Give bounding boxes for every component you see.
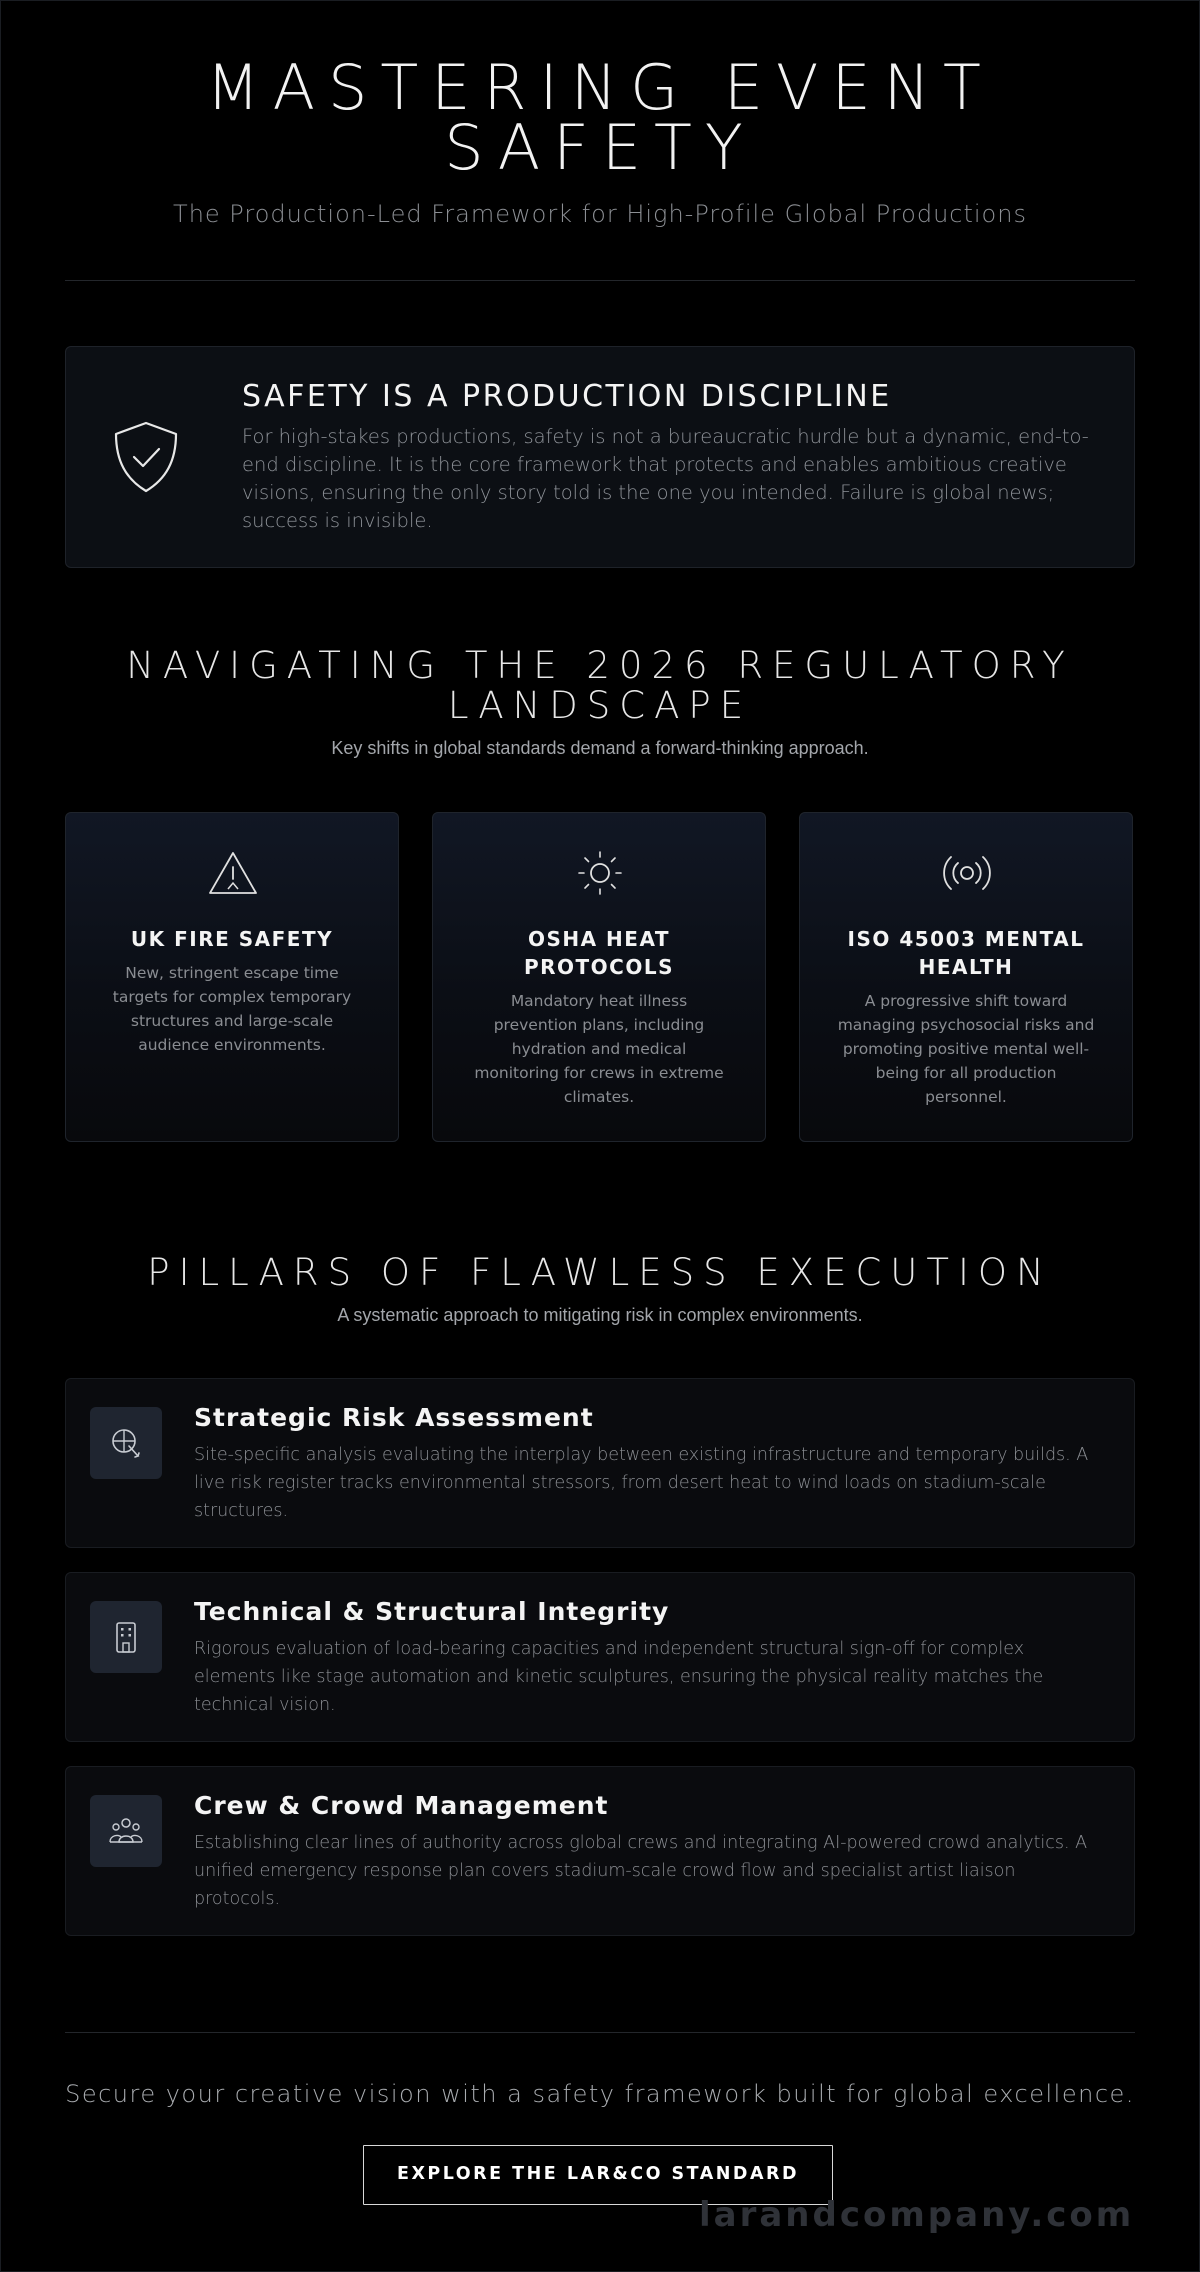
- pillar-title: Strategic Risk Assessment: [194, 1403, 594, 1432]
- pillars-title: PILLARS OF FLAWLESS EXECUTION: [147, 1251, 1053, 1294]
- hero-subtitle: The Production-Led Framework for High-Profile Global Productions: [173, 200, 1027, 228]
- pillar-title: Crew & Crowd Management: [194, 1791, 609, 1820]
- pillar-icon-box: [90, 1601, 162, 1673]
- reg-card-iso-mental-health: [799, 812, 1133, 1142]
- risk-analysis-icon: [108, 1425, 144, 1461]
- regulatory-title-line1: NAVIGATING THE 2026 REGULATORY: [126, 644, 1074, 687]
- reg-card-text: Mandatory heat illness prevention plans, including hydration and medical monitoring for crews in extreme climates.: [474, 992, 724, 1106]
- pillar-card-structural-integrity: [65, 1572, 1135, 1742]
- hero-title-line2: SAFETY: [444, 111, 756, 184]
- discipline-card: [65, 346, 1135, 568]
- cta-text: Secure your creative vision with a safety framework built for global excellence.: [65, 2080, 1135, 2108]
- pillar-title: Technical & Structural Integrity: [194, 1597, 670, 1626]
- discipline-title: SAFETY IS A PRODUCTION DISCIPLINE: [242, 379, 892, 414]
- pillar-card-risk-assessment: [65, 1378, 1135, 1548]
- building-icon: [108, 1619, 144, 1655]
- pillar-text: Establishing clear lines of authority across global crews and integrating AI-powered crowd analytics. A unified emergency response plan covers stadium-scale crowd flow and specialist artist liaison protocols.: [194, 1833, 1088, 1909]
- regulatory-subtitle: Key shifts in global standards demand a forward-thinking approach.: [331, 738, 869, 758]
- discipline-text: For high-stakes productions, safety is not a bureaucratic hurdle but a dynamic, end-to-end discipline. It is the core framework that protects and enables ambitious creative visions, ensuring the only story told is the one you intended. Failure is global news; success is invisible.: [242, 425, 1089, 532]
- hero-title-line1: MASTERING EVENT: [206, 51, 994, 124]
- reg-card-uk-fire: [65, 812, 399, 1142]
- regulatory-title-line2: LANDSCAPE: [447, 684, 753, 727]
- shield-check-icon: [106, 417, 186, 497]
- pillar-text: Site-specific analysis evaluating the interplay between existing infrastructure and temporary builds. A live risk register tracks environmental stressors, from desert heat to wind loads on stadium-scale structures.: [194, 1445, 1089, 1521]
- divider: [65, 2032, 1135, 2033]
- reg-card-title: OSHA HEAT PROTOCOLS: [523, 927, 675, 979]
- watermark-text: larandcompany.com: [699, 2195, 1135, 2235]
- reg-card-text: A progressive shift toward managing psychosocial risks and promoting positive mental well-being for all production personnel.: [837, 992, 1095, 1106]
- reg-card-osha-heat: [432, 812, 766, 1142]
- divider: [65, 280, 1135, 281]
- regulatory-title: [65, 646, 1135, 726]
- pillars-subtitle: A systematic approach to mitigating risk in complex environments.: [337, 1305, 863, 1325]
- sun-icon: [574, 849, 626, 897]
- reg-card-title: ISO 45003 MENTAL HEALTH: [847, 927, 1085, 979]
- pillar-icon-box: [90, 1407, 162, 1479]
- reg-card-title: UK FIRE SAFETY: [130, 927, 334, 951]
- warning-triangle-icon: [207, 849, 259, 897]
- reg-card-text: New, stringent escape time targets for complex temporary structures and large-scale audience environments.: [112, 964, 352, 1054]
- pillar-text: Rigorous evaluation of load-bearing capacities and independent structural sign-off for complex elements like stage automation and kinetic sculptures, ensuring the physical reality matches the technical vision.: [194, 1639, 1044, 1715]
- pillar-icon-box: [90, 1795, 162, 1867]
- hero-title: [65, 51, 1135, 184]
- explore-standard-button[interactable]: EXPLORE THE LAR&CO STANDARD: [363, 2145, 833, 2205]
- broadcast-icon: [941, 849, 993, 897]
- pillar-card-crew-crowd: [65, 1766, 1135, 1936]
- team-icon: [108, 1813, 144, 1849]
